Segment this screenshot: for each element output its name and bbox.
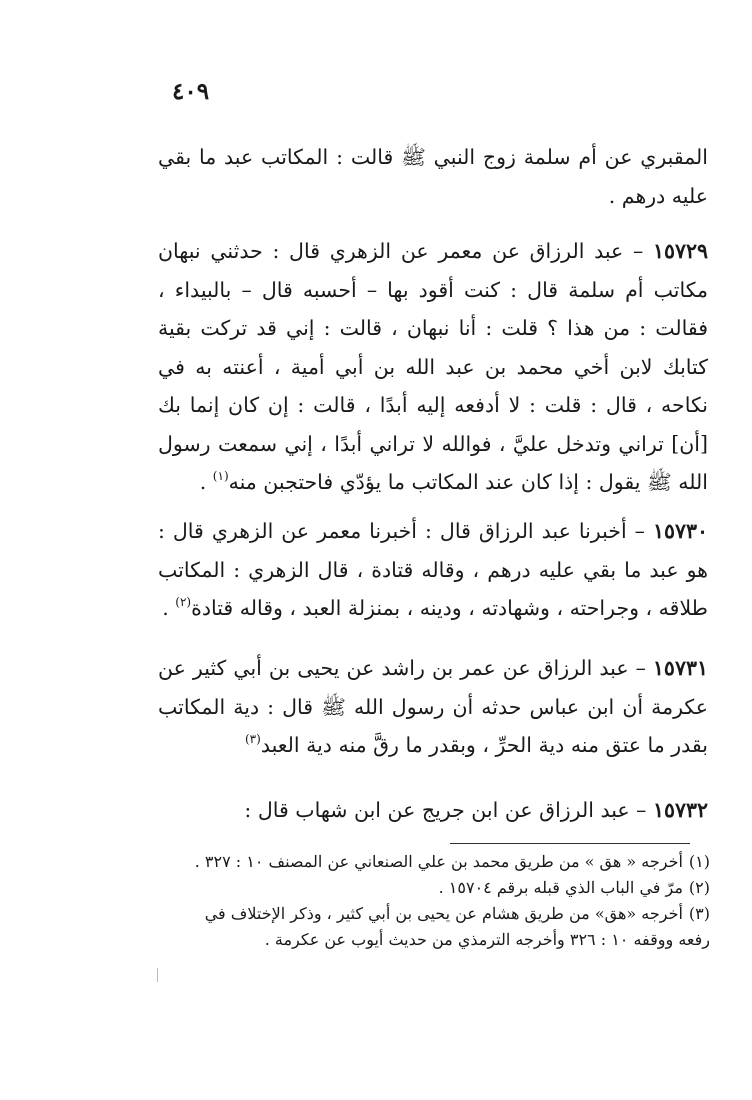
- hadith-text: عبد الرزاق عن معمر عن الزهري قال : حدثني نبهان مكاتب أم سلمة قال : كنت أقود بها – أحسبه قال – بالبيداء ، فقالت : من هذا ؟ قلت : أنا نبهان ، قالت : إني قد تركت بقية كتابك لابن أخي محمد بن عبد الله بن أبي أمية ، أعنته به في نكاحه ، قال : قلت : لا أدفعه إليه أبدًا ، قالت : إن كان إنما بك [أن] تراني وتدخل عليَّ ، فوالله لا تراني أبدًا ، إني سمعت رسول الله ﷺ يقول : إذا كان عند المكاتب ما يؤدّي فاحتجبن منه: [158, 239, 708, 494]
- paragraph: [158, 649, 708, 765]
- hadith-text: أخبرنا عبد الرزاق قال : أخبرنا معمر عن الزهري قال : هو عبد ما بقي عليه درهم ، وقاله قتادة ، قال الزهري : المكاتب طلاقه ، وجراحته ، وشهادته ، ودينه ، بمنزلة العبد ، وقاله قتادة: [158, 519, 708, 620]
- hadith-15732: [158, 791, 708, 830]
- paragraph: المقبري عن أم سلمة زوج النبي ﷺ قالت : المكاتب عبد ما بقي عليه درهم .: [158, 145, 708, 208]
- footnote-text: أخرجه «هق» من طريق هشام عن يحيى بن أبي كثير ، وذكر الإختلاف في: [204, 904, 683, 923]
- footnote-3-continuation: رفعه ووقفه ١٠ : ٣٢٦ وأخرجه الترمذي من حديث أيوب عن عكرمة .: [264, 930, 710, 949]
- dash-separator: –: [628, 656, 653, 680]
- sentence-end: .: [199, 470, 213, 494]
- footnote-3: [155, 901, 710, 927]
- hadith-number: ١٥٧٣١: [652, 656, 708, 680]
- hadith-number: ١٥٧٢٩: [652, 239, 708, 263]
- dash-separator: –: [626, 519, 653, 543]
- footnote-label: (٢): [688, 878, 710, 897]
- footnote-ref[interactable]: (١): [212, 469, 229, 483]
- hadith-text: عبد الرزاق عن عمر بن راشد عن يحيى بن أبي كثير عن عكرمة أن ابن عباس حدثه أن رسول الله ﷺ قال : دية المكاتب بقدر ما عتق منه دية الحرِّ ، وبقدر ما رقَّ منه دية العبد: [158, 656, 708, 757]
- hadith-text: عبد الرزاق عن ابن جريج عن ابن شهاب قال :: [244, 798, 630, 822]
- paragraph: [158, 232, 708, 502]
- footnotes-section: [155, 849, 710, 953]
- hadith-number: ١٥٧٣٢: [652, 798, 708, 822]
- margin-mark: [157, 968, 158, 982]
- text-block-continuation: [158, 138, 708, 215]
- footnote-label: (١): [688, 852, 710, 871]
- footnote-text: مرّ في الباب الذي قبله برقم ١٥٧٠٤ .: [438, 878, 683, 897]
- footnote-1: [155, 849, 710, 875]
- page-number: ٤٠٩: [172, 78, 210, 105]
- paragraph: [158, 512, 708, 628]
- hadith-15729: [158, 232, 708, 502]
- footnote-divider: [450, 843, 690, 844]
- sentence-end: .: [162, 596, 176, 620]
- footnote-2: [155, 875, 710, 901]
- hadith-15731: [158, 649, 708, 765]
- footnote-text: أخرجه « هق » من طريق محمد بن علي الصنعاني عن المصنف ١٠ : ٣٢٧ .: [194, 852, 683, 871]
- footnote-ref[interactable]: (٣): [244, 732, 261, 746]
- footnote-label: (٣): [688, 904, 710, 923]
- dash-separator: –: [623, 239, 653, 263]
- hadith-15730: [158, 512, 708, 628]
- hadith-number: ١٥٧٣٠: [652, 519, 708, 543]
- footnote-ref[interactable]: (٢): [175, 595, 192, 609]
- paragraph: [158, 791, 708, 830]
- dash-separator: –: [629, 798, 653, 822]
